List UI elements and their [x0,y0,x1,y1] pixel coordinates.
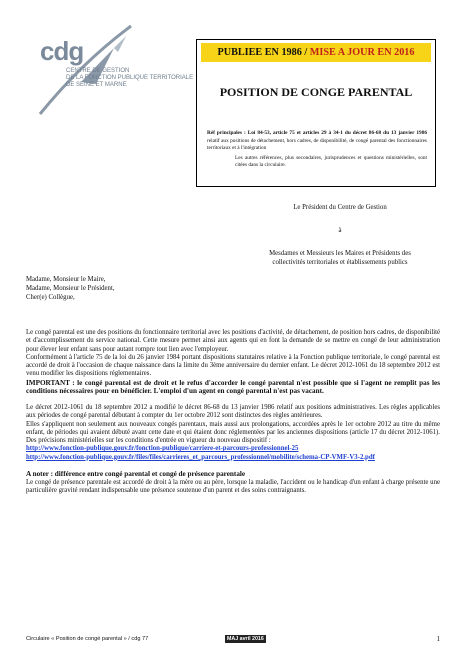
salutation-line2: Madame, Monsieur le Président, [26,284,115,292]
document-title: POSITION DE CONGE PARENTAL [219,85,413,99]
page-footer [26,636,440,642]
publication-banner [201,43,431,62]
sender-to: à [338,227,342,234]
recipient-line1: Mesdames et Messieurs les Maires et Présidents des [269,250,411,257]
logo-mark: cdg [40,36,84,66]
sender-line: Le Président du Centre de Gestion [293,204,387,211]
paragraph-3: Le décret 2012-1061 du 18 septembre 2012 a modifié le décret 86-68 du 13 janvier 1986 relatif aux positions administratives. Les règles applicables aux périodes de congé parental débutant à compter du 1er octobre 2012 sont distinctes des règles antérieures. [26,403,440,420]
footer-label: Circulaire « Position de congé parental » / cdg 77 [26,636,149,642]
updated-text: MISE A JOUR EN 2016 [309,47,415,58]
salutation [26,276,115,302]
refs-bold: Loi 84-53, article 75 et articles 29 à 34-1 du décret 86-68 du 13 janvier 1986 [247,130,427,136]
note-text: Le congé de présence parentale est accordé de droit à la mère ou au père, lorsque la maladie, l'accident ou le handicap d'un enfant à charge présente une particulière gravité rendant indispensable une présence soutenue d'un parent et des soins contraignants. [26,478,440,494]
document-body [26,329,440,495]
paragraph-1: Le congé parental est une des positions du fonctionnaire territorial avec les positions d'activité, de détachement, de position hors cadres, de disponibilité et d'accomplissement du service national. Cette mesure permet ainsi aux agents qui en font la demande de se mettre en congé de leur administration pour élever leur enfant sans pour autant rompre tout lien avec l'employeur. [26,329,440,353]
references-block [207,130,427,170]
note-title: A noter : différence entre congé parental et congé de présence parentale [26,470,246,479]
published-text: PUBLIEE EN 1986 / [217,47,310,58]
logo-line3: DE SEINE ET MARNE [66,82,127,88]
logo-line1: CENTRE DE GESTION [66,68,130,74]
salutation-line3: Cher(e) Collègue, [26,293,75,301]
paragraph-2: Conformément à l'article 75 de la loi du 26 janvier 1984 portant dispositions statutaires relative à la Fonction publique territoriale, le congé parental est accordé de droit à l'occasion de chaque naissance dans la limite du 3ème anniversaire du dernier enfant. Le décret 2012-1061 du 18 septembre 2012 est venu modifier les dispositions réglementaires. [26,353,440,378]
salutation-line1: Madame, Monsieur le Maire, [26,276,106,283]
refs-label: Réf principales : [207,130,246,136]
refs-rest: relatif aux positions de détachement, hors cadres, de disponibilité, de congé parental des fonctionnaires territoriaux et à l'intégration [207,137,427,152]
link-fonction-publique-carriere[interactable]: http://www.fonction-publique.gouv.fr/fonction-publique/carriere-et-parcours-professionnel-25 [26,445,299,453]
logo-line2: DE LA FONCTION PUBLIQUE TERRITORIALE [66,75,194,81]
cdg-logo [26,22,194,117]
refs-other: Les autres références, plus secondaires, jurisprudences et questions ministérielles, sont citées dans la circulaire. [235,154,427,169]
paragraph-4: Elles s'appliquent non seulement aux nouveaux congés parentaux, mais aussi aux prolongations, accordées après le 1er octobre 2012 au titre du même enfant, de périodes qui avaient débuté avant cette date et qui étaient donc réglementées par les anciennes dispositions (article 17 du décret 2012-1061). Des précisions ministérielles sur les conditions d'entrée en vigueur du nouveau dispositif : [26,420,440,445]
recipient-line2: collectivités territoriales et établissements publics [272,259,408,266]
important-notice: IMPORTANT : le congé parental est de droit et le refus d'accorder le congé parental n'est possible que si l'agent ne remplit pas les conditions nécessaires pour en bénéficier. L'emploi d'un agent en congé parental n'est pas vacant. [26,378,440,396]
page-number: 1 [436,635,440,643]
link-schema-pdf[interactable]: http://www.fonction-publique.gouv.fr/files/files/carrieres_et_parcours_professionnel/mobilite/schema-CP-VMF-V3-2.pdf [26,453,375,461]
sender-block [250,203,430,267]
circular-header-box [196,39,436,187]
update-badge: MAJ avril 2016 [227,636,264,642]
